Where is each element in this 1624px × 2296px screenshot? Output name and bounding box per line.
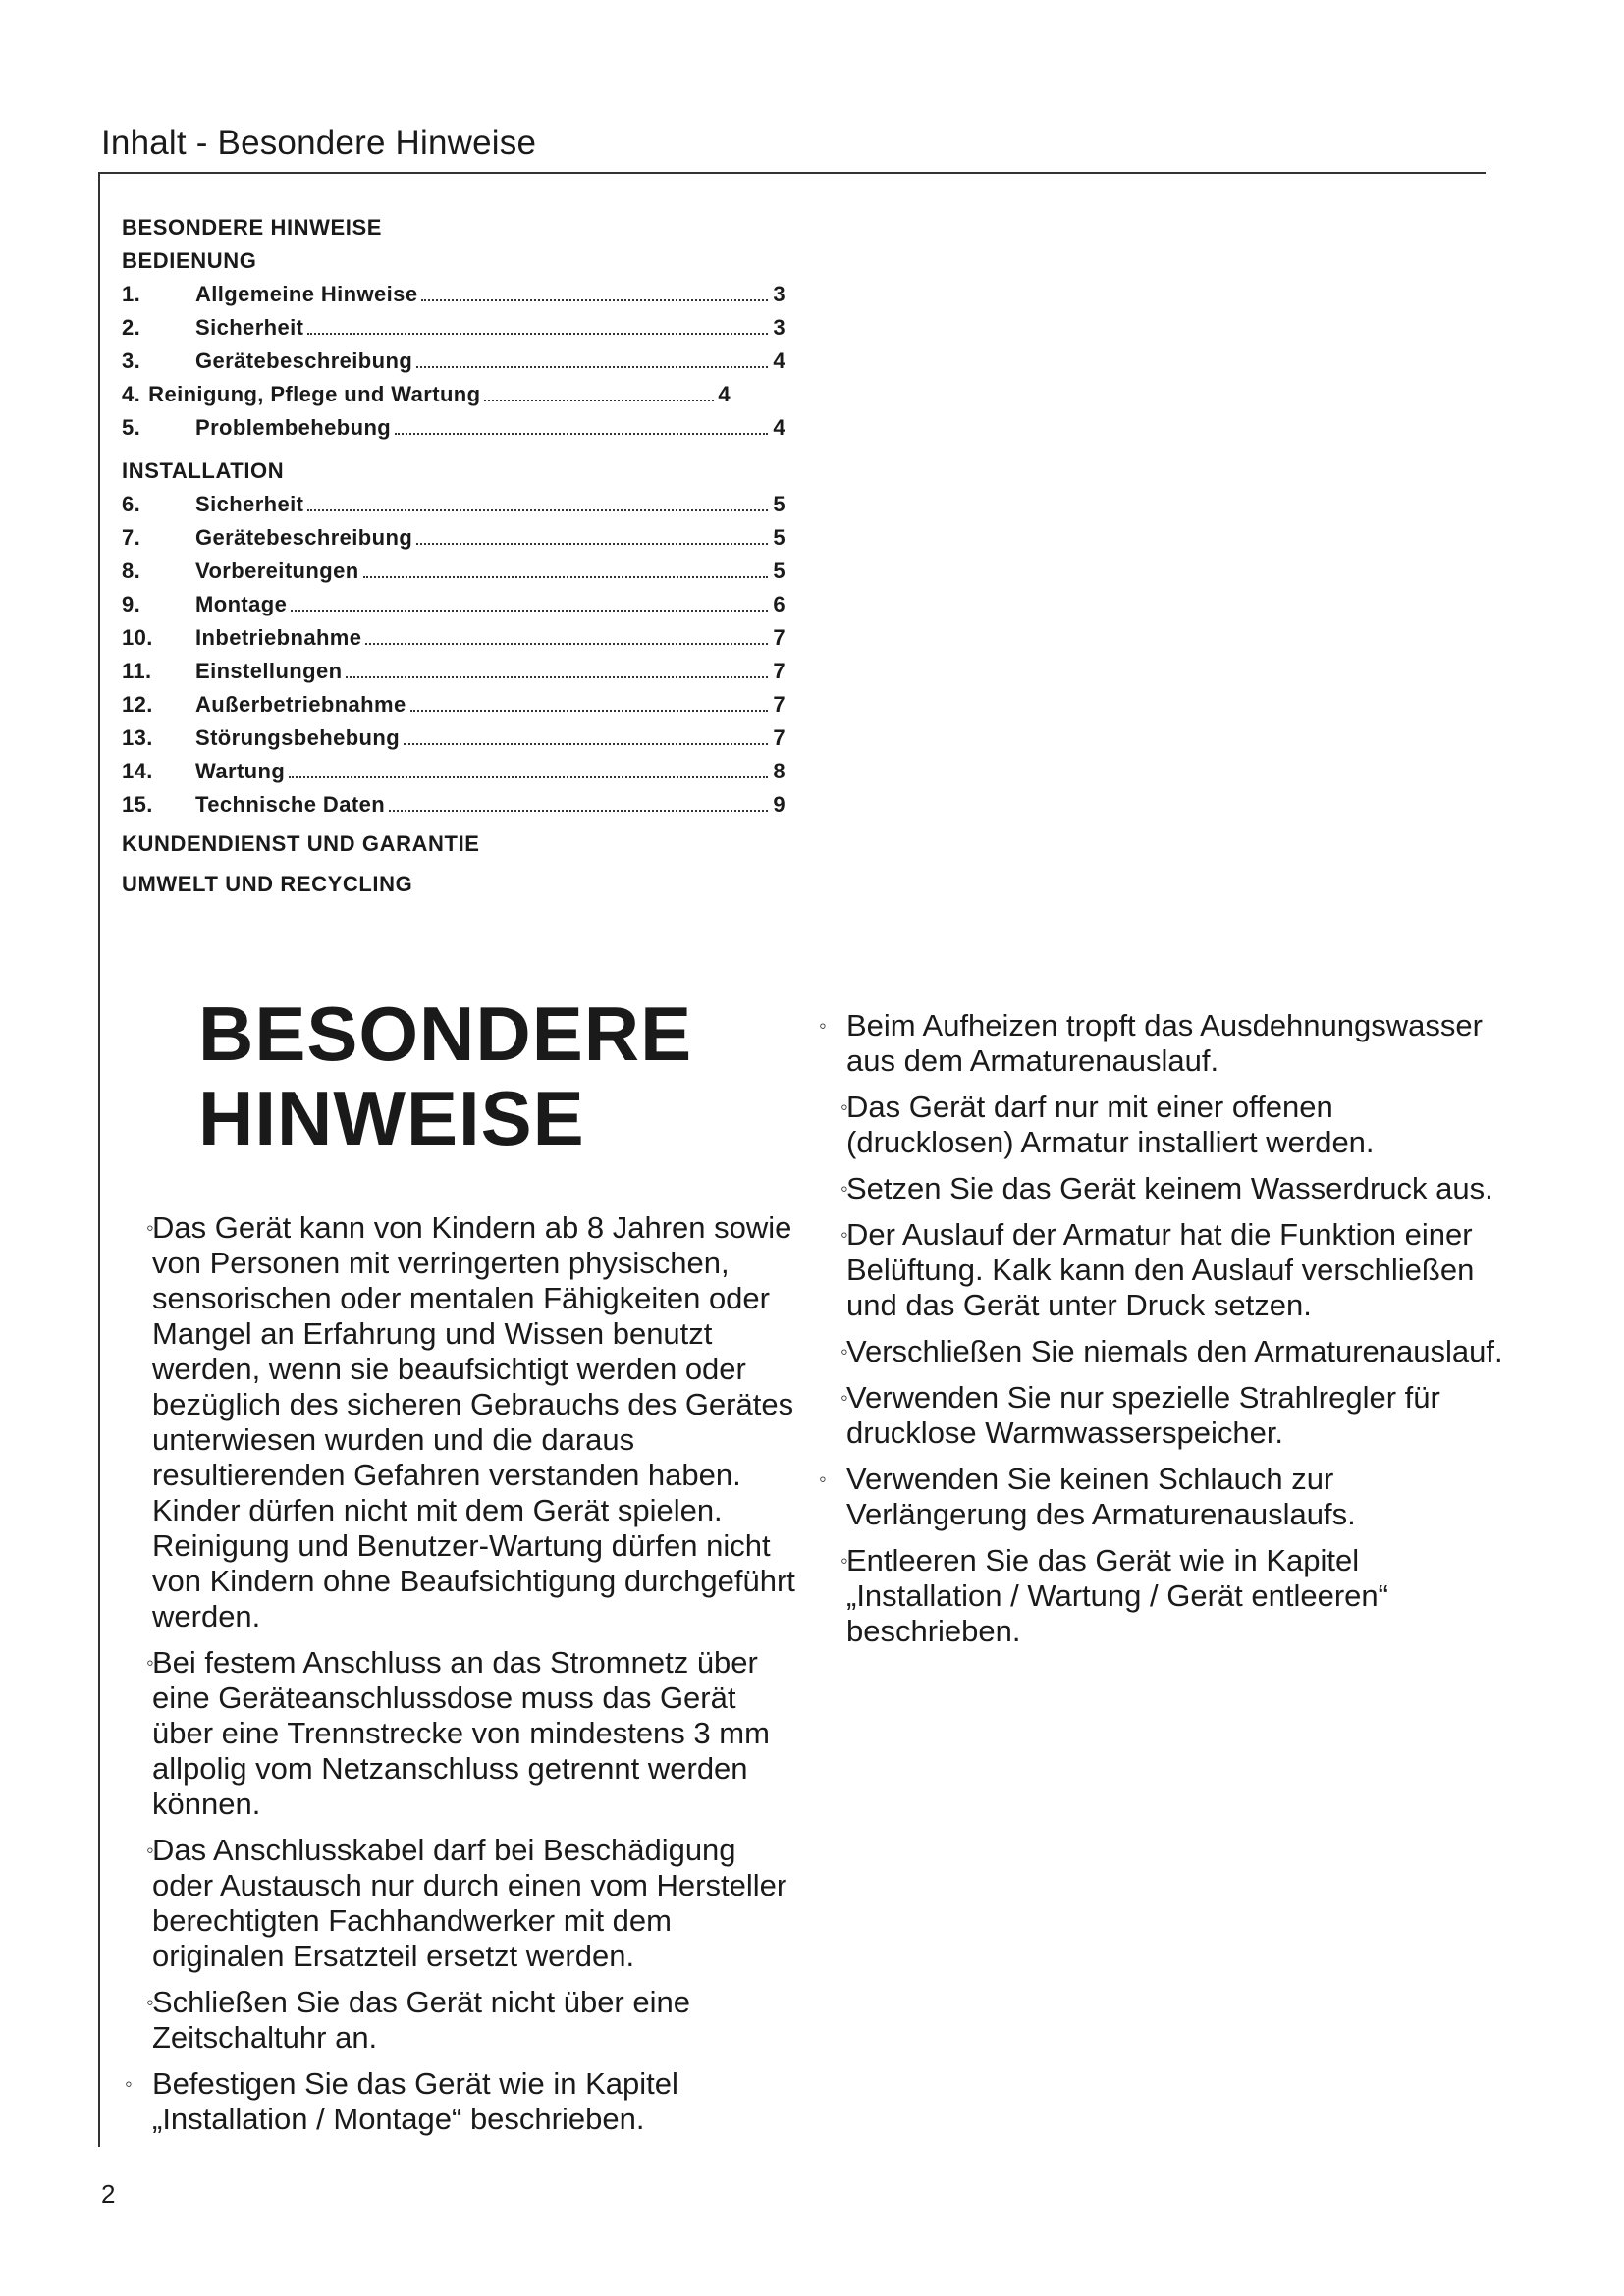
bullet-circle-icon: ◦ <box>146 1990 154 2014</box>
toc-entry-page: 7 <box>773 725 785 750</box>
toc-entry-number: 12. <box>122 692 153 717</box>
toc-leader-dots <box>410 710 768 712</box>
toc-entry[interactable] <box>122 278 785 311</box>
bullet-circle-icon: ◦ <box>840 1095 848 1119</box>
toc-leader-dots <box>395 433 768 435</box>
list-item <box>125 2066 802 2137</box>
list-item-text: Der Auslauf der Armatur hat die Funktion einer Belüftung. Kalk kann den Auslauf verschließen und das Gerät unter Druck setzen. <box>846 1217 1475 1322</box>
toc-entry-title: Inbetriebnahme <box>195 625 362 650</box>
list-item-text: Das Gerät kann von Kindern ab 8 Jahren sowie von Personen mit verringerten physischen, sensorischen oder mentalen Fähigkeiten oder Mangel an Erfahrung und Wissen benutzt werden, wenn sie beaufsichtigt werden oder bezüglich des sicheren Gebrauchs des Gerätes unterwiesen wurden und die daraus resultierenden Gefahren verstanden haben. Kinder dürfen nicht mit dem Gerät spielen. Reinigung und Benutzer-Wartung dürfen nicht von Kindern ohne Beaufsichtigung durchgeführt werden. <box>152 1210 795 1633</box>
bullet-circle-icon: ◦ <box>819 1013 827 1038</box>
toc-entry-number: 10. <box>122 625 153 650</box>
toc-entry-number: 3. <box>122 348 141 373</box>
list-item <box>125 1985 802 2056</box>
list-item <box>819 1217 1506 1323</box>
toc-heading-installation[interactable]: INSTALLATION <box>122 458 285 483</box>
toc-entry-title: Reinigung, Pflege und Wartung <box>148 382 481 406</box>
toc-entry[interactable] <box>122 521 785 555</box>
toc-leader-dots <box>307 333 768 335</box>
list-item-text: Verwenden Sie nur spezielle Strahlregler für drucklose Warmwasserspeicher. <box>846 1380 1440 1450</box>
list-item-text: Setzen Sie das Gerät keinem Wasserdruck aus. <box>846 1171 1493 1205</box>
list-item-text: Das Anschlusskabel darf bei Beschädigung oder Austausch nur durch einen vom Hersteller berechtigten Fachhandwerker mit dem originalen Ersatzteil ersetzt werden. <box>152 1833 787 1973</box>
bullet-circle-icon: ◦ <box>819 1467 827 1491</box>
toc-entry-page: 7 <box>773 692 785 717</box>
toc-leader-dots <box>363 576 768 578</box>
list-item <box>125 1645 802 1822</box>
bullet-circle-icon: ◦ <box>146 1215 154 1240</box>
toc-entry-title: Außerbetriebnahme <box>195 692 406 717</box>
toc-entry-number: 2. <box>122 315 141 340</box>
list-item <box>819 1334 1506 1369</box>
toc-entry-page: 7 <box>773 659 785 683</box>
toc-entry[interactable] <box>122 488 785 521</box>
toc-entry[interactable] <box>122 411 785 445</box>
toc-entry[interactable] <box>122 378 731 411</box>
toc-entry-page: 8 <box>773 759 785 783</box>
toc-entry[interactable] <box>122 788 785 822</box>
bullet-circle-icon: ◦ <box>840 1222 848 1247</box>
bullet-circle-icon: ◦ <box>840 1339 848 1363</box>
list-item <box>125 1210 802 1634</box>
toc-entry[interactable] <box>122 588 785 621</box>
margin-rule <box>98 172 100 2147</box>
bullet-circle-icon: ◦ <box>146 1838 154 1862</box>
toc-entry-number: 4. <box>122 382 141 406</box>
toc-leader-dots <box>421 299 768 301</box>
list-item-text: Schließen Sie das Gerät nicht über eine Zeitschaltuhr an. <box>152 1985 690 2055</box>
page-header-title: Inhalt - Besondere Hinweise <box>101 124 537 162</box>
toc-entry-number: 11. <box>122 659 152 683</box>
toc-entry-title: Einstellungen <box>195 659 343 683</box>
table-of-contents <box>122 211 785 901</box>
toc-leader-dots <box>346 676 768 678</box>
toc-entry-title: Sicherheit <box>195 315 304 340</box>
section-heading <box>198 991 692 1160</box>
toc-heading-kundendienst[interactable]: KUNDENDIENST UND GARANTIE <box>122 831 480 856</box>
list-item-text: Entleeren Sie das Gerät wie in Kapitel „Installation / Wartung / Gerät entleeren“ beschrieben. <box>846 1543 1388 1648</box>
toc-entry[interactable] <box>122 311 785 345</box>
toc-entry-number: 15. <box>122 792 153 817</box>
list-item <box>819 1171 1506 1206</box>
toc-entry-number: 13. <box>122 725 153 750</box>
toc-entry-page: 5 <box>773 525 785 550</box>
toc-entry-title: Problembehebung <box>195 415 392 440</box>
toc-entry-page: 7 <box>773 625 785 650</box>
toc-entry[interactable] <box>122 655 785 688</box>
list-item <box>125 1833 802 1974</box>
left-column <box>125 1210 802 2148</box>
toc-leader-dots <box>307 509 768 511</box>
toc-entry[interactable] <box>122 621 785 655</box>
toc-entry-title: Gerätebeschreibung <box>195 525 413 550</box>
toc-entry-page: 5 <box>773 492 785 516</box>
toc-leader-dots <box>416 543 768 545</box>
list-item <box>819 1008 1506 1079</box>
toc-leader-dots <box>389 810 768 812</box>
toc-entry-number: 1. <box>122 282 141 306</box>
toc-entry-page: 5 <box>773 559 785 583</box>
toc-entry-page: 3 <box>773 282 785 306</box>
list-item-text: Das Gerät darf nur mit einer offenen (drucklosen) Armatur installiert werden. <box>846 1090 1375 1159</box>
toc-heading-umwelt[interactable]: UMWELT UND RECYCLING <box>122 872 413 896</box>
bullet-circle-icon: ◦ <box>840 1548 848 1573</box>
toc-entry-page: 9 <box>773 792 785 817</box>
toc-leader-dots <box>289 776 768 778</box>
list-item <box>819 1543 1506 1649</box>
toc-entry-title: Technische Daten <box>195 792 386 817</box>
toc-entry-page: 4 <box>718 382 731 406</box>
toc-entry[interactable] <box>122 555 785 588</box>
toc-entry-number: 6. <box>122 492 141 516</box>
toc-leader-dots <box>416 366 768 368</box>
list-item <box>819 1462 1506 1532</box>
toc-entry-number: 5. <box>122 415 141 440</box>
toc-entry-title: Vorbereitungen <box>195 559 359 583</box>
toc-entry-number: 8. <box>122 559 141 583</box>
list-item <box>819 1380 1506 1451</box>
toc-entry-number: 9. <box>122 592 141 616</box>
page-number: 2 <box>101 2179 116 2209</box>
bullet-circle-icon: ◦ <box>840 1385 848 1410</box>
toc-entry-title: Gerätebeschreibung <box>195 348 413 373</box>
toc-entry[interactable] <box>122 721 785 755</box>
list-item-text: Bei festem Anschluss an das Stromnetz über eine Geräteanschlussdose muss das Gerät über eine Trennstrecke von mindestens 3 mm allpolig vom Netzanschluss getrennt werden können. <box>152 1645 770 1821</box>
bullet-circle-icon: ◦ <box>146 1650 154 1675</box>
toc-entry-title: Sicherheit <box>195 492 304 516</box>
toc-entry-title: Montage <box>195 592 288 616</box>
toc-entry-title: Wartung <box>195 759 286 783</box>
toc-leader-dots <box>484 400 714 401</box>
toc-leader-dots <box>365 643 768 645</box>
section-heading-line: BESONDERE <box>198 990 693 1077</box>
toc-entry[interactable] <box>122 688 785 721</box>
list-item-text: Befestigen Sie das Gerät wie in Kapitel „Installation / Montage“ beschrieben. <box>152 2066 678 2136</box>
bullet-circle-icon: ◦ <box>125 2071 133 2096</box>
toc-leader-dots <box>404 743 768 745</box>
header-rule <box>98 172 1486 174</box>
toc-entry-page: 6 <box>773 592 785 616</box>
toc-entry[interactable] <box>122 345 785 378</box>
toc-entry-page: 4 <box>773 348 785 373</box>
toc-entry-page: 4 <box>773 415 785 440</box>
right-column <box>819 1008 1506 1660</box>
toc-entry-number: 14. <box>122 759 153 783</box>
toc-entry-number: 7. <box>122 525 141 550</box>
list-item-text: Beim Aufheizen tropft das Ausdehnungswasser aus dem Armaturenauslauf. <box>846 1008 1483 1078</box>
section-heading-line: HINWEISE <box>198 1075 585 1161</box>
toc-entry-title: Störungsbehebung <box>195 725 401 750</box>
toc-entry[interactable] <box>122 755 785 788</box>
list-item-text: Verschließen Sie niemals den Armaturenauslauf. <box>846 1334 1503 1368</box>
toc-heading-bedienung[interactable]: BEDIENUNG <box>122 248 257 273</box>
toc-entry-title: Allgemeine Hinweise <box>195 282 418 306</box>
list-item <box>819 1090 1506 1160</box>
toc-heading-besondere-hinweise[interactable]: BESONDERE HINWEISE <box>122 215 383 240</box>
list-item-text: Verwenden Sie keinen Schlauch zur Verlängerung des Armaturenauslaufs. <box>846 1462 1356 1531</box>
toc-entry-page: 3 <box>773 315 785 340</box>
toc-leader-dots <box>291 610 768 612</box>
bullet-circle-icon: ◦ <box>840 1176 848 1201</box>
